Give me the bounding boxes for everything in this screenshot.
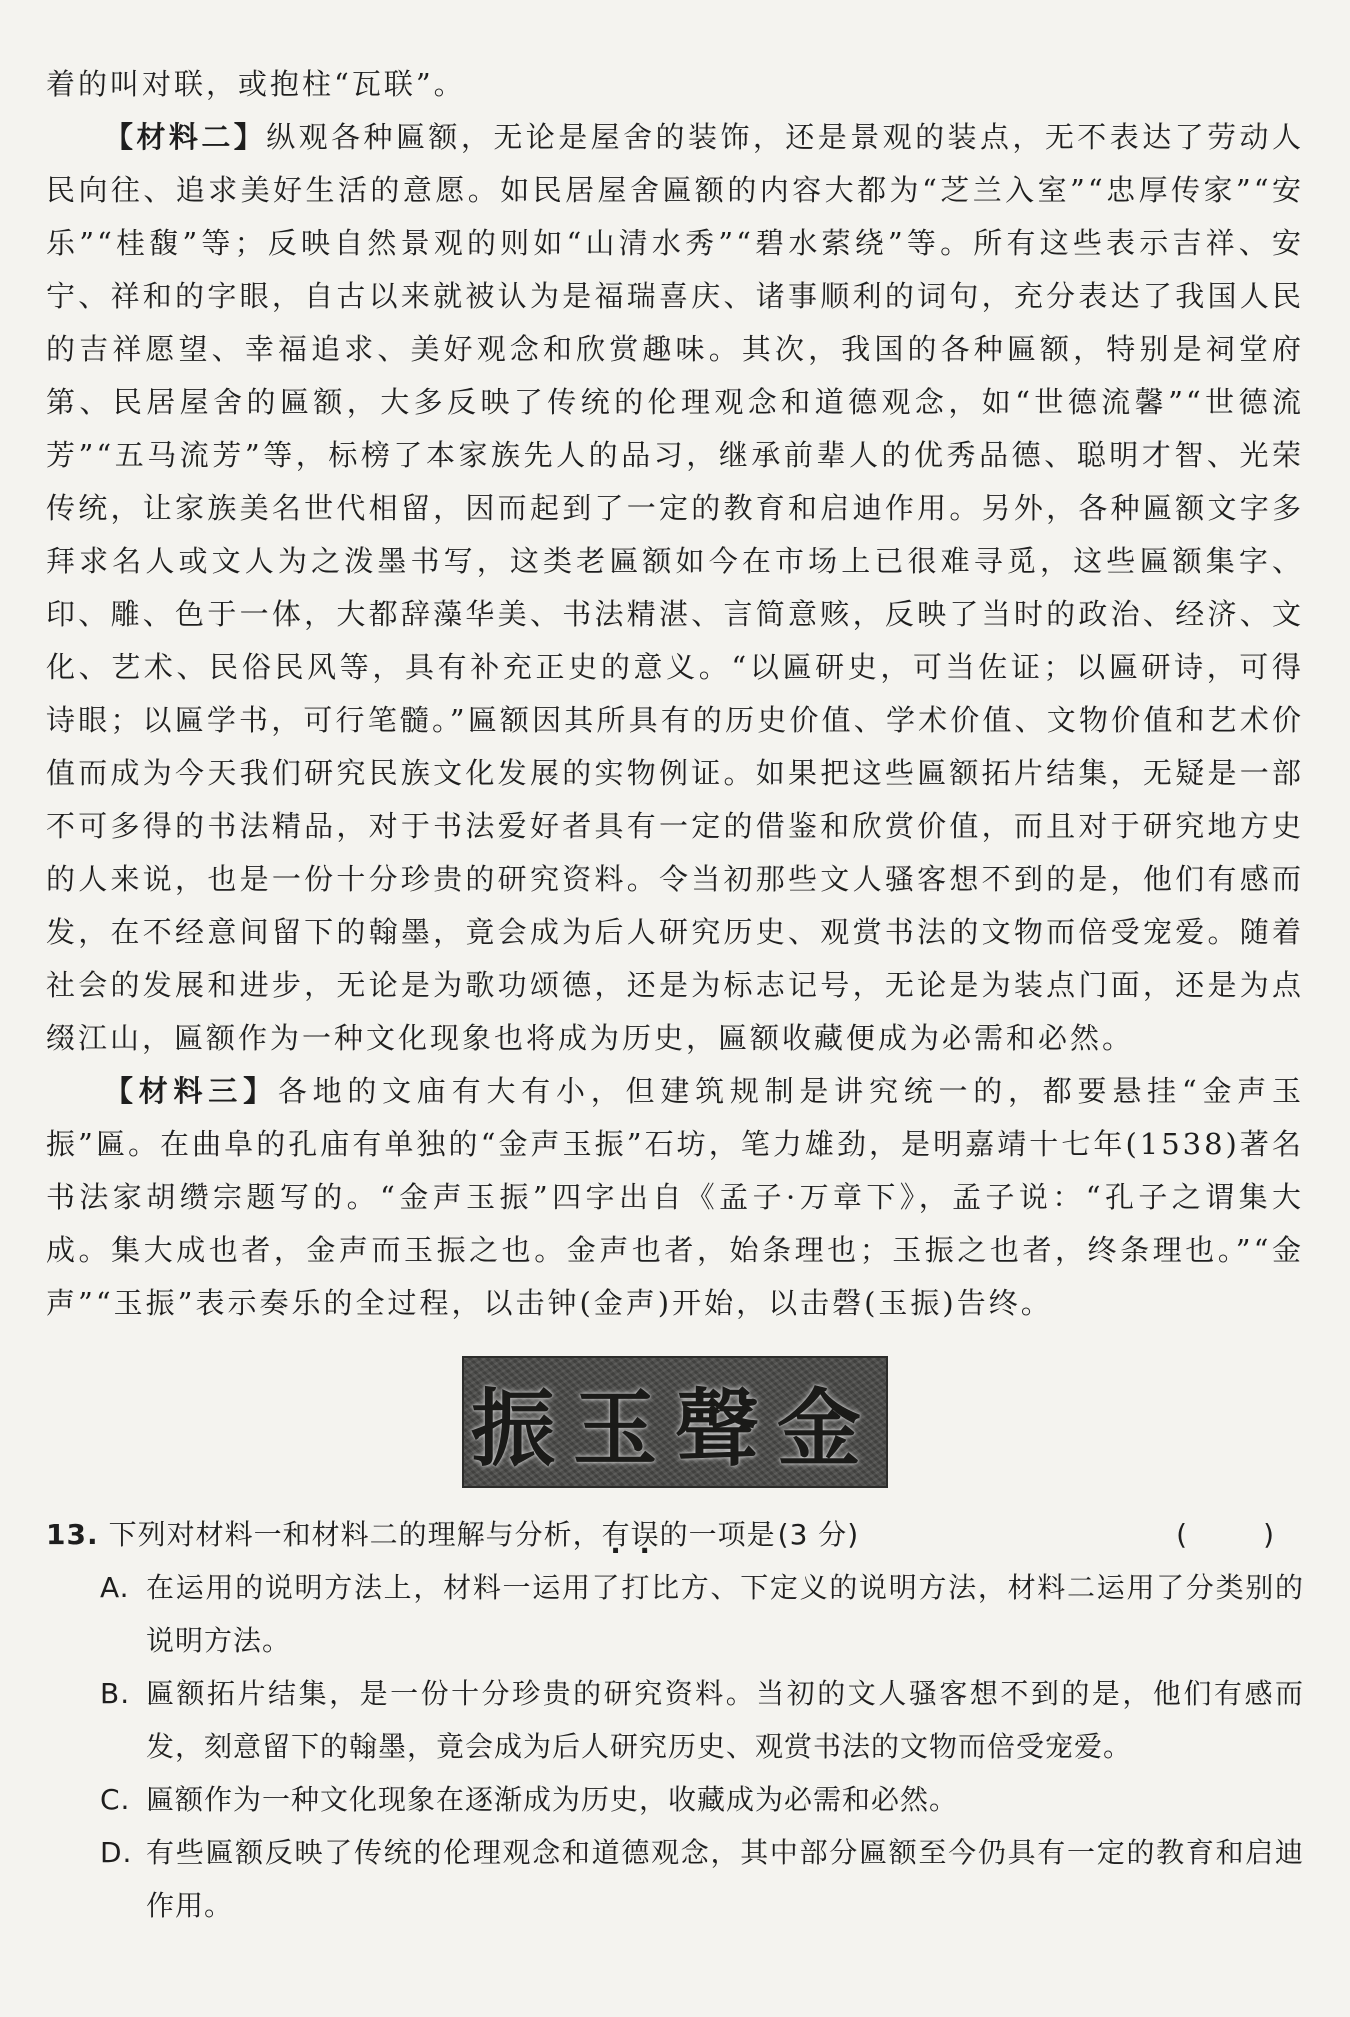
question-text xyxy=(109,1508,1177,1561)
option-letter: D. xyxy=(100,1836,133,1869)
option-b[interactable] xyxy=(100,1667,1304,1773)
stem-after: 的一项是 xyxy=(659,1518,776,1551)
stem-before: 下列对材料一和材料二的理解与分析， xyxy=(108,1518,602,1551)
option-text: 匾额拓片结集，是一份十分珍贵的研究资料。当初的文人骚客想不到的是，他们有感而发，刻意留下的翰墨，竟会成为后人研究历史、观赏书法的文物而倍受宠爱。 xyxy=(146,1677,1304,1763)
material-two-label: 【材料二】 xyxy=(104,120,267,154)
option-letter: B. xyxy=(100,1677,131,1710)
question-13 xyxy=(46,1508,1304,1932)
material-three-label: 【材料三】 xyxy=(104,1074,278,1108)
material-two-paragraph xyxy=(46,111,1304,1065)
option-text: 在运用的说明方法上，材料一运用了打比方、下定义的说明方法，材料二运用了分类别的说明方法。 xyxy=(146,1571,1304,1657)
option-d[interactable] xyxy=(100,1826,1304,1932)
material-three-text: 各地的文庙有大有小，但建筑规制是讲究统一的，都要悬挂“金声玉振”匾。在曲阜的孔庙有单独的“金声玉振”石坊，笔力雄劲，是明嘉靖十七年(1538)著名书法家胡缵宗题写的。“金声玉振”四字出自《孟子·万章下》，孟子说：“孔子之谓集大成。集大成也者，金声而玉振之也。金声也者，始条理也；玉振之也者，终条理也。”“金声”“玉振”表示奏乐的全过程，以击钟(金声)开始，以击磬(玉振)告终。 xyxy=(46,1074,1304,1320)
option-letter: A. xyxy=(100,1571,130,1604)
emphasis-char-2: 误 xyxy=(630,1518,660,1551)
plaque-image xyxy=(462,1356,888,1488)
plaque-calligraphy: 振玉聲金 xyxy=(470,1378,879,1478)
intro-tail-paragraph: 着的叫对联，或抱柱“瓦联”。 xyxy=(46,67,466,101)
option-text: 匾额作为一种文化现象在逐渐成为历史，收藏成为必需和必然。 xyxy=(146,1783,959,1816)
answer-bracket[interactable]: ( ) xyxy=(1176,1518,1298,1551)
option-c[interactable] xyxy=(100,1773,1304,1826)
option-a[interactable] xyxy=(100,1561,1304,1667)
question-stem xyxy=(46,1508,1304,1561)
question-score: (3 分) xyxy=(777,1518,860,1551)
emphasis-char-1: 有 xyxy=(601,1518,631,1551)
material-two-text: 纵观各种匾额，无论是屋舍的装饰，还是景观的装点，无不表达了劳动人民向往、追求美好生活的意愿。如民居屋舍匾额的内容大都为“芝兰入室”“忠厚传家”“安乐”“桂馥”等；反映自然景观的则如“山清水秀”“碧水萦绕”等。所有这些表示吉祥、安宁、祥和的字眼，自古以来就被认为是福瑞喜庆、诸事顺利的词句，充分表达了我国人民的吉祥愿望、幸福追求、美好观念和欣赏趣味。其次，我国的各种匾额，特别是祠堂府第、民居屋舍的匾额，大多反映了传统的伦理观念和道德观念，如“世德流馨”“世德流芳”“五马流芳”等，标榜了本家族先人的品习，继承前辈人的优秀品德、聪明才智、光荣传统，让家族美名世代相留，因而起到了一定的教育和启迪作用。另外，各种匾额文字多拜求名人或文人为之泼墨书写，这类老匾额如今在市场上已很难寻觅，这些匾额集字、印、雕、色于一体，大都辞藻华美、书法精湛、言简意赅，反映了当时的政治、经济、文化、艺术、民俗民风等，具有补充正史的意义。“以匾研史，可当佐证；以匾研诗，可得诗眼；以匾学书，可行笔髓。”匾额因其所具有的历史价值、学术价值、文物价值和艺术价值而成为今天我们研究民族文化发展的实物例证。如果把这些匾额拓片结集，无疑是一部不可多得的书法精品，对于书法爱好者具有一定的借鉴和欣赏价值，而且对于研究地方史的人来说，也是一份十分珍贵的研究资料。令当初那些文人骚客想不到的是，他们有感而发，在不经意间留下的翰墨，竟会成为后人研究历史、观赏书法的文物而倍受宠爱。随着社会的发展和进步，无论是为歌功颂德，还是为标志记号，无论是为装点门面，还是为点缀江山，匾额作为一种文化现象也将成为历史，匾额收藏便成为必需和必然。 xyxy=(46,120,1304,1055)
question-number: 13. xyxy=(46,1518,99,1551)
material-three-paragraph xyxy=(46,1065,1304,1330)
plaque-figure xyxy=(46,1356,1304,1488)
option-text: 有些匾额反映了传统的伦理观念和道德观念，其中部分匾额至今仍具有一定的教育和启迪作用。 xyxy=(146,1836,1304,1922)
option-letter: C. xyxy=(100,1783,131,1816)
